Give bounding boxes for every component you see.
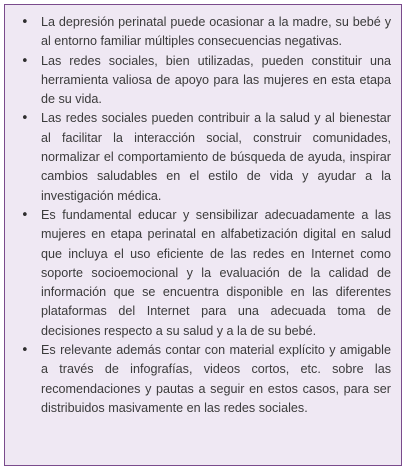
bullet-icon: • bbox=[21, 111, 29, 127]
bullet-icon: • bbox=[21, 53, 29, 69]
list-item-text: Es fundamental educar y sensibilizar adecuadamente a las mujeres en etapa perinatal en alfabetización digital en salud que incluya el uso eficiente de las redes en Internet como soporte socioemocional y la evaluación de la calidad de información que se encuentra disponible en las diferentes plataformas del Internet para una adecuada toma de decisiones respecto a su salud y a la de su bebé. bbox=[41, 207, 391, 338]
bullet-icon: • bbox=[21, 15, 29, 30]
list-item-text: Las redes sociales pueden contribuir a la salud y al bienestar al facilitar la interacción social, construir comunidades, normalizar el comportamiento de búsqueda de ayuda, inspirar cambios saludables en el estilo de vida y ayudar a la investigación médica. bbox=[41, 111, 391, 203]
bullet-icon: • bbox=[21, 207, 29, 223]
list-item bbox=[15, 52, 391, 110]
list-item-text: La depresión perinatal puede ocasionar a la madre, su bebé y al entorno familiar múltiples consecuencias negativas. bbox=[41, 15, 391, 49]
list-item bbox=[15, 109, 391, 205]
summary-box bbox=[4, 4, 402, 466]
list-item bbox=[15, 206, 391, 341]
list-item bbox=[15, 341, 391, 418]
list-item-text: Las redes sociales, bien utilizadas, pueden constituir una herramienta valiosa de apoyo para las mujeres en esta etapa de su vida. bbox=[41, 53, 391, 107]
list-item-text: Es relevante además contar con material explícito y amigable a través de infografías, videos cortos, etc. sobre las recomendaciones y pautas a seguir en estos casos, para ser distribuidos masivamente en las redes sociales. bbox=[41, 343, 391, 415]
bullet-icon: • bbox=[21, 343, 29, 359]
list-item bbox=[15, 13, 391, 52]
bullet-list bbox=[15, 13, 391, 418]
